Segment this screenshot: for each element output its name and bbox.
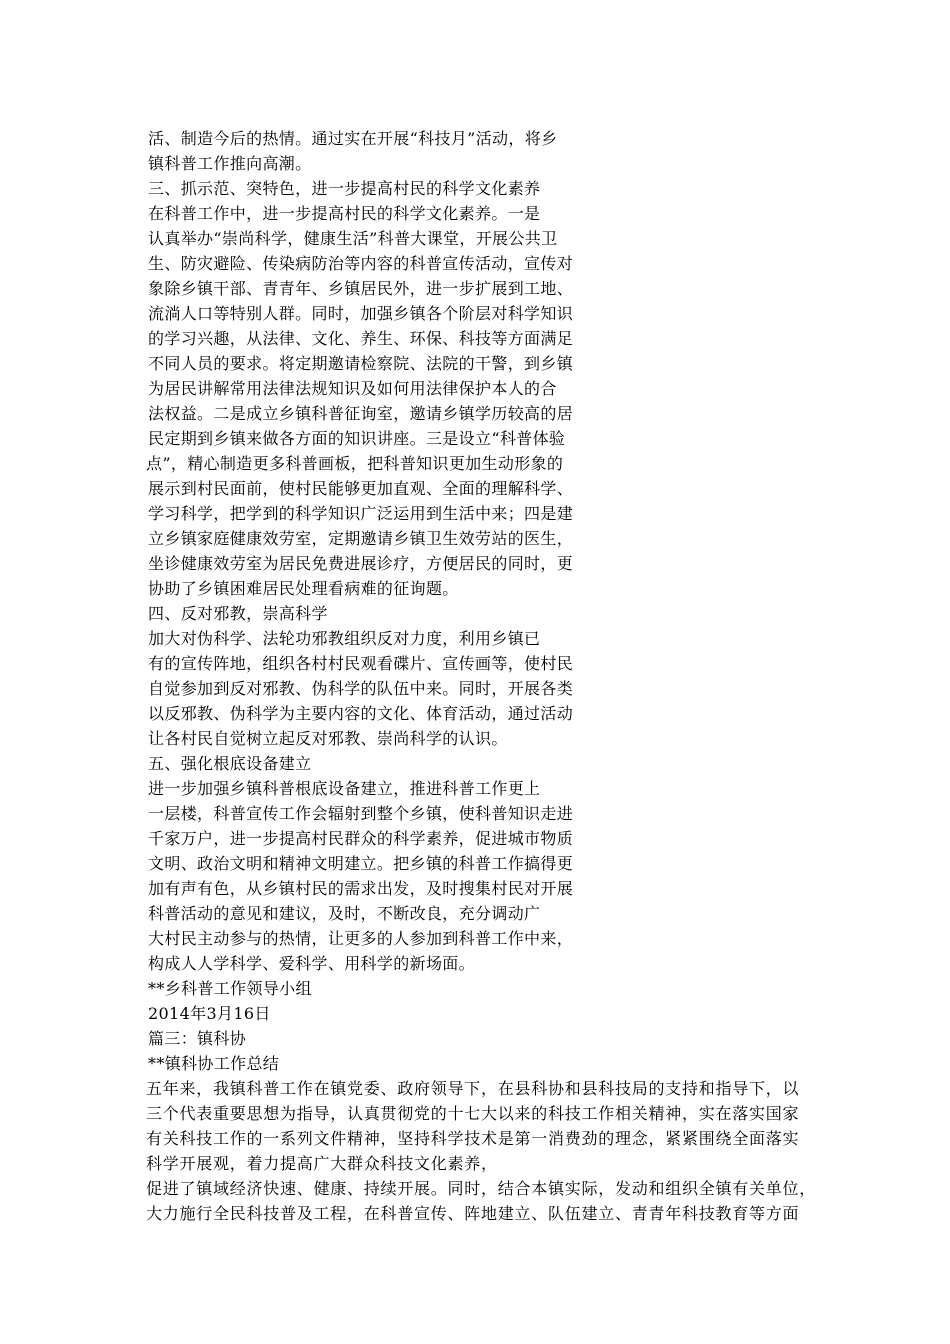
text-line: 展示到村民面前，使村民能够更加直观、全面的理解科学、 [148,479,574,498]
signature-date: 2014年3月16日 [148,1004,271,1023]
text-line: 加有声有色，从乡镇村民的需求出发，及时搜集村民对开展 [148,879,574,898]
text-line: 为居民讲解常用法律法规知识及如何用法律保护本人的合 [148,379,557,398]
text-line: 不同人员的要求。将定期邀请检察院、法院的干警，到乡镇 [148,354,574,373]
text-line: 构成人人学科学、爱科学、用科学的新场面。 [148,954,476,973]
text-line: 在科普工作中，进一步提高村民的科学文化素养。一是 [148,204,541,223]
text-line: 法权益。二是成立乡镇科普征询室，邀请乡镇学历较高的居 [148,404,574,423]
text-line: 的学习兴趣，从法律、文化、养生、环保、科技等方面满足 [148,329,574,348]
text-line: 坐诊健康效劳室为居民免费进展诊疗，方便居民的同时，更 [148,554,574,573]
document-title: **镇科协工作总结 [148,1054,280,1073]
text-line: 大力施行全民科技普及工程，在科普宣传、阵地建立、队伍建立、青青年科技教育等方面 [146,1204,800,1223]
text-line: 有的宣传阵地，组织各村村民观看碟片、宣传画等，使村民 [148,654,574,673]
chapter-heading: 篇三：镇科协 [148,1029,247,1048]
text-line: 一层楼，科普宣传工作会辐射到整个乡镇，使科普知识走进 [148,804,574,823]
text-line: 自觉参加到反对邪教、伪科学的队伍中来。同时，开展各类 [148,679,574,698]
text-line: 民定期到乡镇来做各方面的知识讲座。三是设立“科普体验 [148,429,566,448]
text-line: 科普活动的意见和建议，及时，不断改良，充分调动广 [148,904,541,923]
text-line: 促进了镇域经济快速、健康、持续开展。同时，结合本镇实际，发动和组织全镇有关单位， [146,1179,817,1198]
signature-org: **乡科普工作领导小组 [148,979,312,998]
text-line: 生、防灾避险、传染病防治等内容的科普宣传活动，宣传对 [148,254,574,273]
text-line: 学习科学，把学到的科学知识广泛运用到生活中来；四是建 [148,504,574,523]
text-line: 三个代表重要思想为指导，认真贯彻党的十七大以来的科技工作相关精神，实在落实国家 [146,1104,800,1123]
text-line: 进一步加强乡镇科普根底设备建立，推进科普工作更上 [148,779,541,798]
text-line: 镇科普工作推向高潮。 [148,154,312,173]
text-line: 大村民主动参与的热情，让更多的人参加到科普工作中来， [148,929,574,948]
text-line: 千家万户，进一步提高村民群众的科学素养，促进城市物质 [148,829,574,848]
text-line: 流淌人口等特别人群。同时，加强乡镇各个阶层对科学知识 [148,304,574,323]
section-heading-5: 五、强化根底设备建立 [148,754,312,773]
text-line: 协助了乡镇困难居民处理看病难的征询题。 [148,579,459,598]
text-line: 文明、政治文明和精神文明建立。把乡镇的科普工作搞得更 [148,854,574,873]
text-line: 有关科技工作的一系列文件精神，坚持科学技术是第一消费劲的理念，紧紧围绕全面落实 [146,1129,800,1148]
text-line: 活、制造今后的热情。通过实在开展“科技月”活动，将乡 [148,129,558,148]
section-heading-3: 三、抓示范、突特色，进一步提高村民的科学文化素养 [148,179,541,198]
text-line: 科学开展观，着力提高广大群众科技文化素养， [146,1154,498,1173]
text-line: 点”，精心制造更多科普画板，把科普知识更加生动形象的 [146,454,564,473]
text-line: 象除乡镇干部、青青年、乡镇居民外，进一步扩展到工地、 [148,279,574,298]
section-heading-4: 四、反对邪教，崇高科学 [148,604,328,623]
text-line: 让各村民自觉树立起反对邪教、崇尚科学的认识。 [148,729,508,748]
text-line: 以反邪教、伪科学为主要内容的文化、体育活动，通过活动 [148,704,574,723]
text-line: 认真举办“崇尚科学，健康生活”科普大课堂，开展公共卫 [148,229,558,248]
text-line: 五年来，我镇科普工作在镇党委、政府领导下，在县科协和县科技局的支持和指导下，以 [146,1079,800,1098]
text-line: 加大对伪科学、法轮功邪教组织反对力度，利用乡镇已 [148,629,541,648]
text-line: 立乡镇家庭健康效劳室，定期邀请乡镇卫生效劳站的医生， [148,529,574,548]
